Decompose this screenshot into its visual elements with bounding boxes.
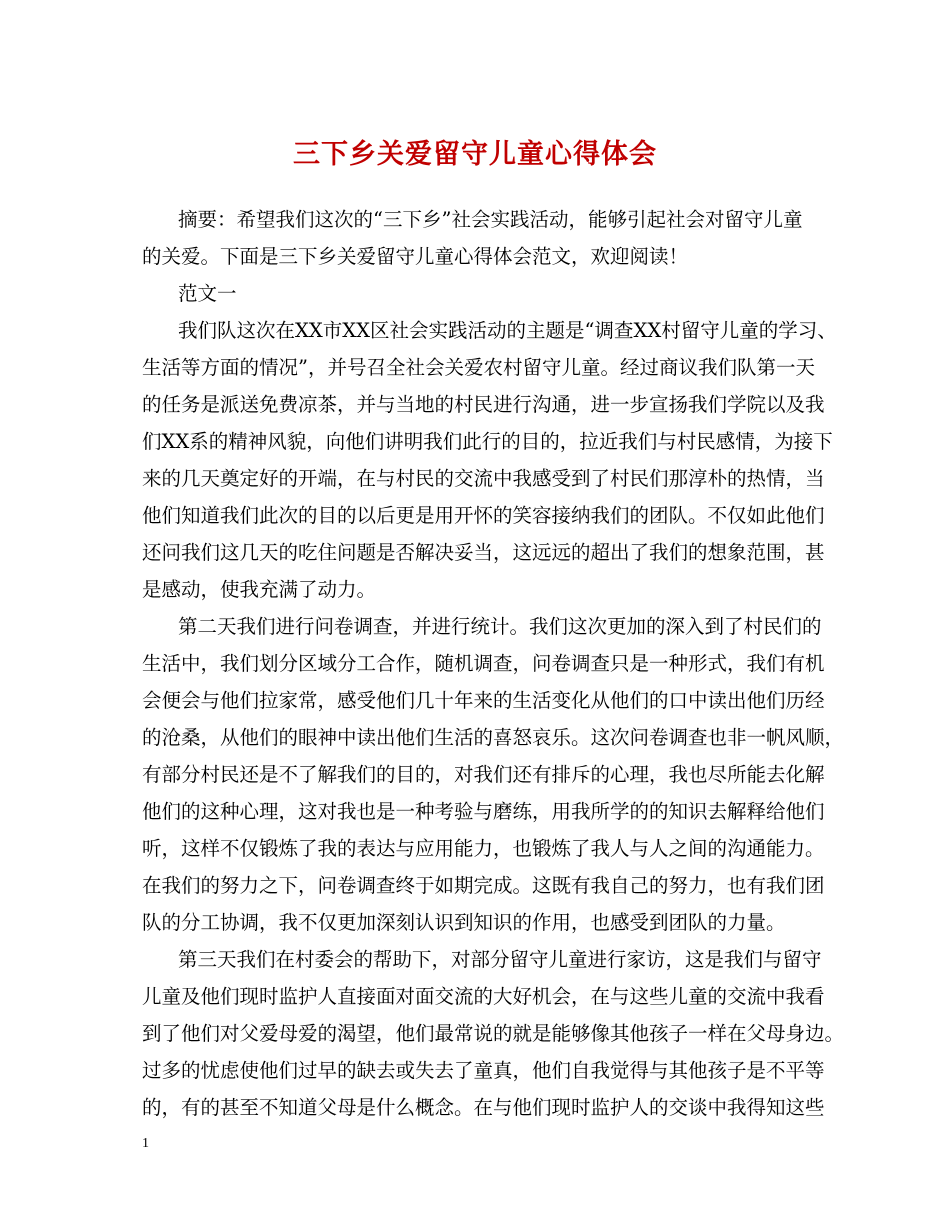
text-line: 是感动，使我充满了动力。 [142,578,377,601]
text-line: 的任务是派送免费凉茶，并与当地的村民进行沟通，进一步宣扬我们学院以及我 [142,393,825,416]
text-line: 到了他们对父爱母爱的渴望，他们最常说的就是能够像其他孩子一样在父母身边。 [142,1022,845,1045]
text-line: 他们知道我们此次的目的以后更是用开怀的笑容接纳我们的团队。不仅如此他们 [142,504,825,527]
text-line: 儿童及他们现时监护人直接面对面交流的大好机会，在与这些儿童的交流中我看 [142,985,825,1008]
text-line: 过多的忧虑使他们过早的缺去或失去了童真，他们自我觉得与其他孩子是不平等 [142,1059,825,1082]
text-line: 第二天我们进行问卷调查，并进行统计。我们这次更加的深入到了村民们的 [178,615,822,638]
text-line: 的关爱。下面是三下乡关爱留守儿童心得体会范文，欢迎阅读！ [142,245,689,268]
text-line: 生活等方面的情况”，并号召全社会关爱农村留守儿童。经过商议我们队第一天 [142,356,815,379]
text-line: 的沧桑，从他们的眼神中读出他们生活的喜怒哀乐。这次问卷调查也非一帆风顺， [142,726,845,749]
text-line: 他们的这种心理，这对我也是一种考验与磨练，用我所学的的知识去解释给他们 [142,800,825,823]
text-line: 的，有的甚至不知道父母是什么概念。在与他们现时监护人的交谈中我得知这些 [142,1096,825,1119]
text-line: 还问我们这几天的吃住问题是否解决妥当，这远远的超出了我们的想象范围，甚 [142,541,825,564]
page-number: 1 [142,1136,149,1151]
text-line: 第三天我们在村委会的帮助下，对部分留守儿童进行家访，这是我们与留守 [178,948,822,971]
text-line: 队的分工协调，我不仅更加深刻认识到知识的作用，也感受到团队的力量。 [142,911,786,934]
text-line: 们XX系的精神风貌，向他们讲明我们此行的目的，拉近我们与村民感情，为接下 [142,430,833,453]
text-line: 会便会与他们拉家常，感受他们几十年来的生活变化从他们的口中读出他们历经 [142,689,825,712]
text-line: 我们队这次在XX市XX区社会实践活动的主题是“调查XX村留守儿童的学习、 [178,319,837,342]
text-line: 听，这样不仅锻炼了我的表达与应用能力，也锻炼了我人与人之间的沟通能力。 [142,837,825,860]
text-line: 在我们的努力之下，问卷调查终于如期完成。这既有我自己的努力，也有我们团 [142,874,825,897]
text-line: 来的几天奠定好的开端，在与村民的交流中我感受到了村民们那淳朴的热情，当 [142,467,825,490]
text-line: 生活中，我们划分区域分工合作，随机调查，问卷调查只是一种形式，我们有机 [142,652,825,675]
text-line: 有部分村民还是不了解我们的目的，对我们还有排斥的心理，我也尽所能去化解 [142,763,825,786]
document-title: 三下乡关爱留守儿童心得体会 [293,139,657,170]
text-line: 摘要：希望我们这次的“三下乡”社会实践活动，能够引起社会对留守儿童 [178,208,803,231]
section-label: 范文一 [178,282,237,305]
